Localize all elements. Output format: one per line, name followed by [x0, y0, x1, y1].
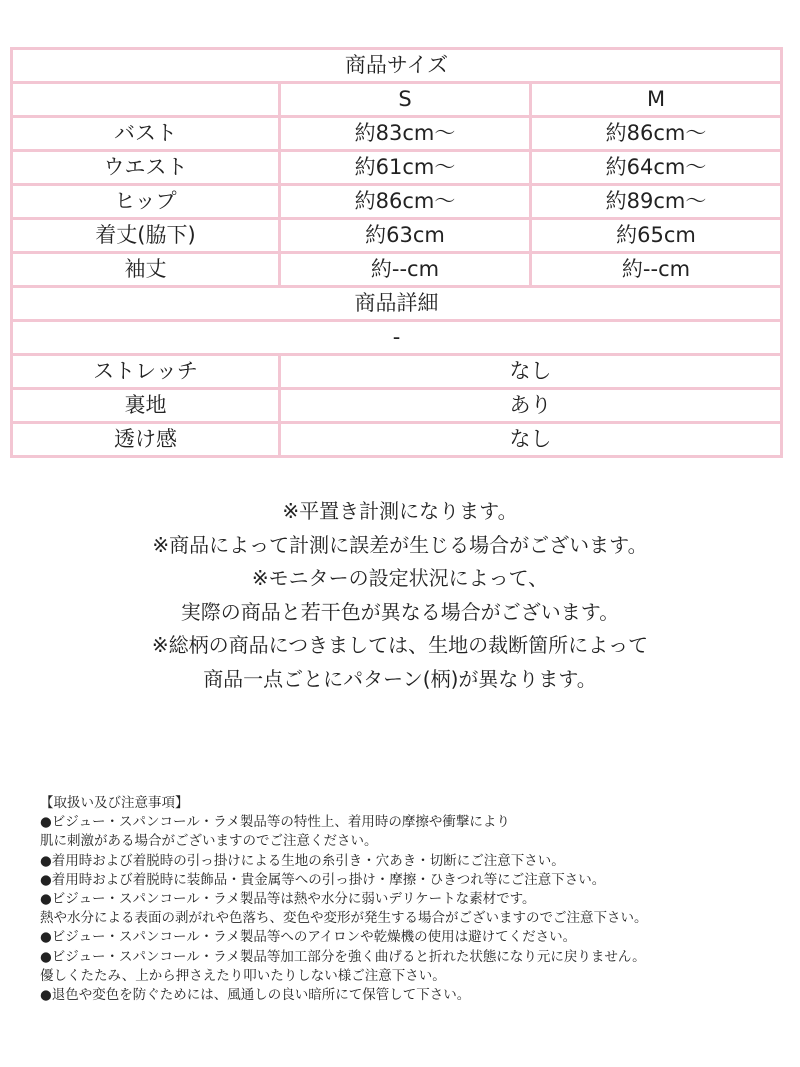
size-value-m: 約86cm～ — [531, 117, 782, 151]
size-value-m: 約89cm～ — [531, 185, 782, 219]
care-line: 肌に刺激がある場合がございますのでご注意ください。 — [40, 833, 378, 850]
detail-row-label: 裏地 — [12, 389, 280, 423]
care-line: ●着用時および着脱時に装飾品・貴金属等への引っ掛け・摩擦・ひきつれ等にご注意下さい。 — [40, 871, 606, 888]
detail-row-sheerness — [12, 423, 782, 457]
size-row-sleeve — [12, 253, 782, 287]
detail-row-value: なし — [280, 355, 782, 389]
care-line: ●ビジュー・スパンコール・ラメ製品等へのアイロンや乾燥機の使用は避けてください。 — [40, 929, 577, 946]
care-line: ●ビジュー・スパンコール・ラメ製品等加工部分を強く曲げると折れた状態になり元に戻りません。 — [40, 948, 646, 965]
detail-row-label: ストレッチ — [12, 355, 280, 389]
size-header-m: M — [531, 83, 782, 117]
note-line: ※平置き計測になります。 — [282, 499, 518, 523]
size-value-s: 約63cm — [280, 219, 531, 253]
care-line: ●退色や変色を防ぐためには、風通しの良い暗所にて保管して下さい。 — [40, 987, 471, 1004]
measurement-notes — [0, 495, 800, 696]
detail-note-row — [12, 321, 782, 355]
size-row-label: ヒップ — [12, 185, 280, 219]
size-value-m: 約65cm — [531, 219, 782, 253]
size-row-length — [12, 219, 782, 253]
size-value-s: 約61cm～ — [280, 151, 531, 185]
size-row-waist — [12, 151, 782, 185]
care-line: 熱や水分による表面の剥がれや色落ち、変色や変形が発生する場合がございますのでご注意下さい。 — [40, 910, 648, 927]
size-row-label: 着丈(脇下) — [12, 219, 280, 253]
detail-row-label: 透け感 — [12, 423, 280, 457]
care-line: 優しくたたみ、上から押さえたり叩いたりしない様ご注意下さい。 — [40, 967, 446, 984]
detail-row-lining — [12, 389, 782, 423]
note-line: 実際の商品と若干色が異なる場合がございます。 — [180, 599, 620, 624]
care-heading: 【取扱い及び注意事項】 — [40, 795, 189, 811]
size-value-m: 約--cm — [531, 253, 782, 287]
size-title-row — [12, 49, 782, 83]
care-line: ●ビジュー・スパンコール・ラメ製品等の特性上、着用時の摩擦や衝撃により — [40, 814, 510, 831]
note-line: ※総柄の商品につきましては、生地の裁断箇所によって — [151, 633, 649, 657]
detail-table-title: 商品詳細 — [12, 287, 782, 321]
size-table — [10, 47, 783, 458]
size-header-s: S — [280, 83, 531, 117]
care-line: ●ビジュー・スパンコール・ラメ製品等は熱や水分に弱いデリケートな素材です。 — [40, 891, 536, 908]
size-row-bust — [12, 117, 782, 151]
care-instructions — [40, 794, 648, 1005]
detail-row-value: なし — [280, 423, 782, 457]
size-table-title: 商品サイズ — [12, 49, 782, 83]
size-row-label: バスト — [12, 117, 280, 151]
detail-title-row — [12, 287, 782, 321]
size-header-row — [12, 83, 782, 117]
detail-row-stretch — [12, 355, 782, 389]
size-row-label: ウエスト — [12, 151, 280, 185]
detail-row-value: あり — [280, 389, 782, 423]
note-line: 商品一点ごとにパターン(柄)が異なります。 — [203, 666, 597, 691]
detail-note: - — [12, 321, 782, 355]
size-row-hip — [12, 185, 782, 219]
note-line: ※商品によって計測に誤差が生じる場合がございます。 — [152, 532, 648, 557]
size-value-s: 約86cm～ — [280, 185, 531, 219]
size-row-label: 袖丈 — [12, 253, 280, 287]
size-value-m: 約64cm～ — [531, 151, 782, 185]
care-line: ●着用時および着脱時の引っ掛けによる生地の糸引き・穴あき・切断にご注意下さい。 — [40, 852, 565, 869]
size-value-s: 約83cm～ — [280, 117, 531, 151]
size-value-s: 約--cm — [280, 253, 531, 287]
size-header-blank — [12, 83, 280, 117]
note-line: ※モニターの設定状況によって、 — [251, 566, 549, 590]
